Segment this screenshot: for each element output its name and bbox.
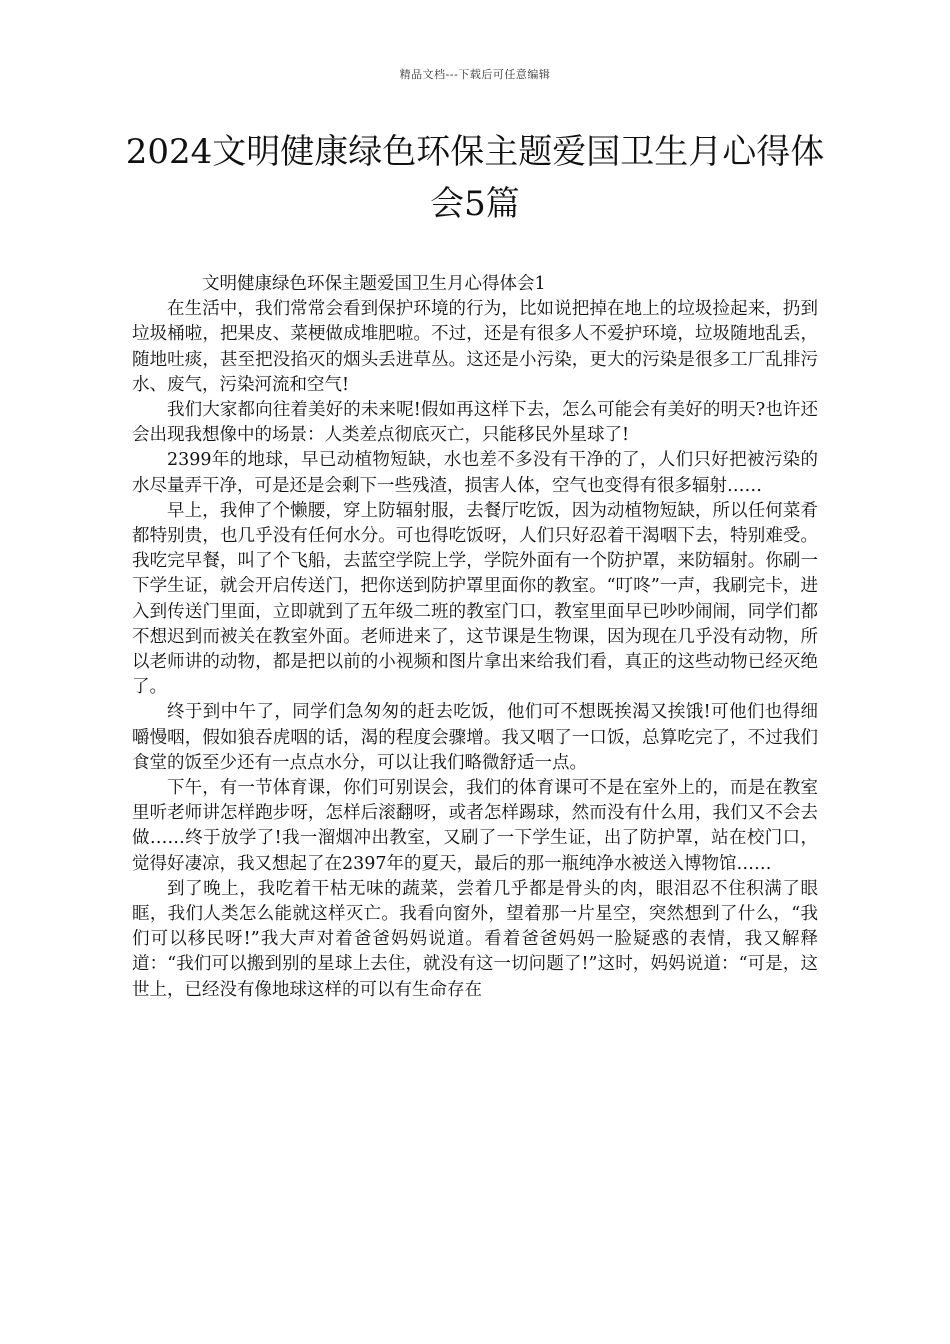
paragraph: 早上，我伸了个懒腰，穿上防辐射服，去餐厅吃饭，因为动植物短缺，所以任何菜肴都特别贵，也几乎没有任何水分。可也得吃饭呀，人们只好忍着干渴咽下去，特别难受。我吃完早餐，叫了个飞船，去蓝空学院上学，学院外面有一个防护罩，来防辐射。你刷一下学生证，就会开启传送门，把你送到防护罩里面你的教室。“叮咚”一声，我刷完卡，进入到传送门里面，立即就到了五年级二班的教室门口，教室里面早已吵吵闹闹，同学们都不想迟到而被关在教室外面。老师进来了，这节课是生物课，因为现在几乎没有动物，所以老师讲的动物，都是把以前的小视频和图片拿出来给我们看，真正的这些动物已经灭绝了。 bbox=[132, 500, 818, 698]
paragraph: 下午，有一节体育课，你们可别误会，我们的体育课可不是在室外上的，而是在教室里听老师讲怎样跑步呀，怎样后滚翻呀，或者怎样踢球，然而没有什么用，我们又不会去做……终于放学了!我一溜烟冲出教室，又刷了一下学生证，出了防护罩，站在校门口，觉得好凄凉，我又想起了在2397年的夏天，最后的那一瓶纯净水被送入博物馆…… bbox=[132, 778, 818, 874]
section-heading: 文明健康绿色环保主题爱国卫生月心得体会1 bbox=[202, 274, 546, 294]
paragraph: 到了晚上，我吃着干枯无味的蔬菜，尝着几乎都是骨头的肉，眼泪忍不住积满了眼眶，我们人类怎么能就这样灭亡。我看向窗外，望着那一片星空，突然想到了什么，“我们可以移民呀!”我大声对着爸爸妈妈说道。看着爸爸妈妈一脸疑惑的表情，我又解释道：“我们可以搬到别的星球上去住，就没有这一切问题了!”这时，妈妈说道：“可是，这世上，已经没有像地球这样的可以有生命存在 bbox=[132, 878, 818, 1000]
header-note: 精品文档---下载后可任意编辑 bbox=[399, 68, 551, 81]
paragraph: 2399年的地球，早已动植物短缺，水也差不多没有干净的了，人们只好把被污染的水尽量弄干净，可是还是会剩下一些残渣，损害人体，空气也变得有很多辐射…… bbox=[132, 450, 818, 496]
paragraph: 在生活中，我们常常会看到保护环境的行为，比如说把掉在地上的垃圾捡起来，扔到垃圾桶啦，把果皮、菜梗做成堆肥啦。不过，还是有很多人不爱护环境，垃圾随地乱丢，随地吐痰，甚至把没掐灭的烟头丢进草丛。这还是小污染，更大的污染是很多工厂乱排污水、废气，污染河流和空气! bbox=[132, 299, 818, 395]
paragraph: 我们大家都向往着美好的未来呢!假如再这样下去，怎么可能会有美好的明天?也许还会出现我想像中的场景：人类差点彻底灭亡，只能移民外星球了! bbox=[132, 400, 818, 446]
document-body bbox=[132, 272, 818, 1003]
paragraph: 终于到中午了，同学们急匆匆的赶去吃饭，他们可不想既挨渴又挨饿!可他们也得细嚼慢咽，假如狼吞虎咽的话，渴的程度会骤增。我又咽了一口饭，总算吃完了，不过我们食堂的饭至少还有一点点水分，可以让我们略微舒适一点。 bbox=[132, 702, 818, 773]
document-title: 2024文明健康绿色环保主题爱国卫生月心得体会5篇 bbox=[125, 132, 825, 224]
